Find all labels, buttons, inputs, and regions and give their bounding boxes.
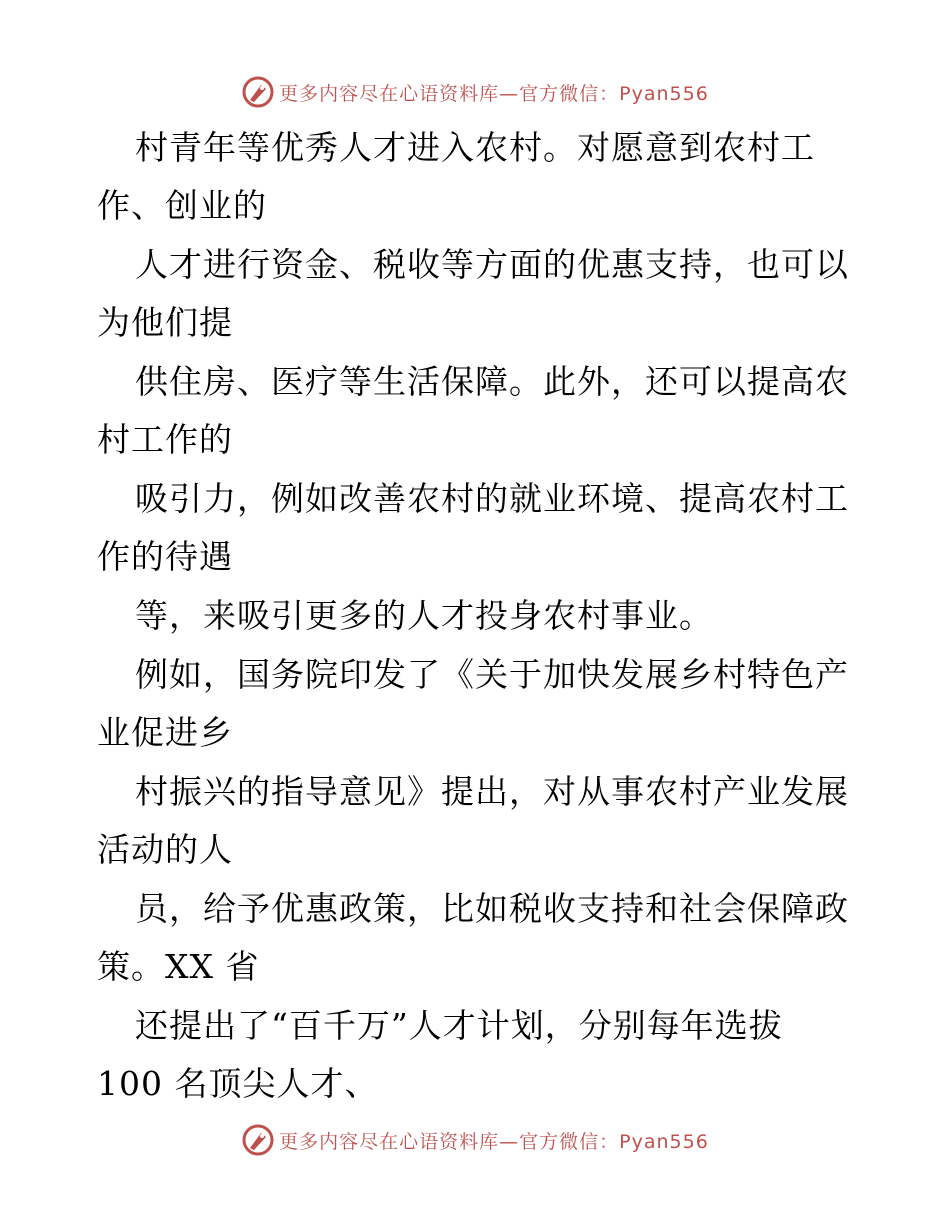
header-banner — [0, 72, 950, 112]
body-line: 村工作的 — [97, 420, 233, 459]
body-line: 策。XX 省 — [97, 947, 260, 986]
body-line: 为他们提 — [97, 303, 233, 342]
pen-nib-logo-icon — [241, 1123, 275, 1157]
body-line: 作的待遇 — [97, 537, 233, 576]
header-banner-text: 更多内容尽在心语资料库—官方微信：Pyan556 — [279, 82, 709, 105]
body-line: 等，来吸引更多的人才投身农村事业。 — [135, 596, 713, 635]
pen-nib-logo-icon — [241, 75, 275, 109]
body-line: 供住房、医疗等生活保障。此外，还可以提高农 — [135, 362, 849, 401]
body-line: 业促进乡 — [97, 713, 233, 752]
body-line: 吸引力，例如改善农村的就业环境、提高农村工 — [135, 479, 849, 518]
body-line: 人才进行资金、税收等方面的优惠支持，也可以 — [135, 245, 849, 284]
body-line: 作、创业的 — [97, 186, 267, 225]
body-line: 活动的人 — [97, 830, 233, 869]
body-line: 员，给予优惠政策，比如税收支持和社会保障政 — [135, 889, 849, 928]
body-line: 村青年等优秀人才进入农村。对愿意到农村工 — [135, 128, 815, 167]
body-line: 村振兴的指导意见》提出，对从事农村产业发展 — [135, 772, 849, 811]
body-line: 例如，国务院印发了《关于加快发展乡村特色产 — [135, 655, 849, 694]
body-line: 100 名顶尖人才、 — [97, 1064, 379, 1103]
footer-banner — [0, 1120, 950, 1160]
footer-banner-text: 更多内容尽在心语资料库—官方微信：Pyan556 — [279, 1130, 709, 1153]
body-line: 还提出了“百千万”人才计划，分别每年选拔 — [135, 1006, 783, 1045]
